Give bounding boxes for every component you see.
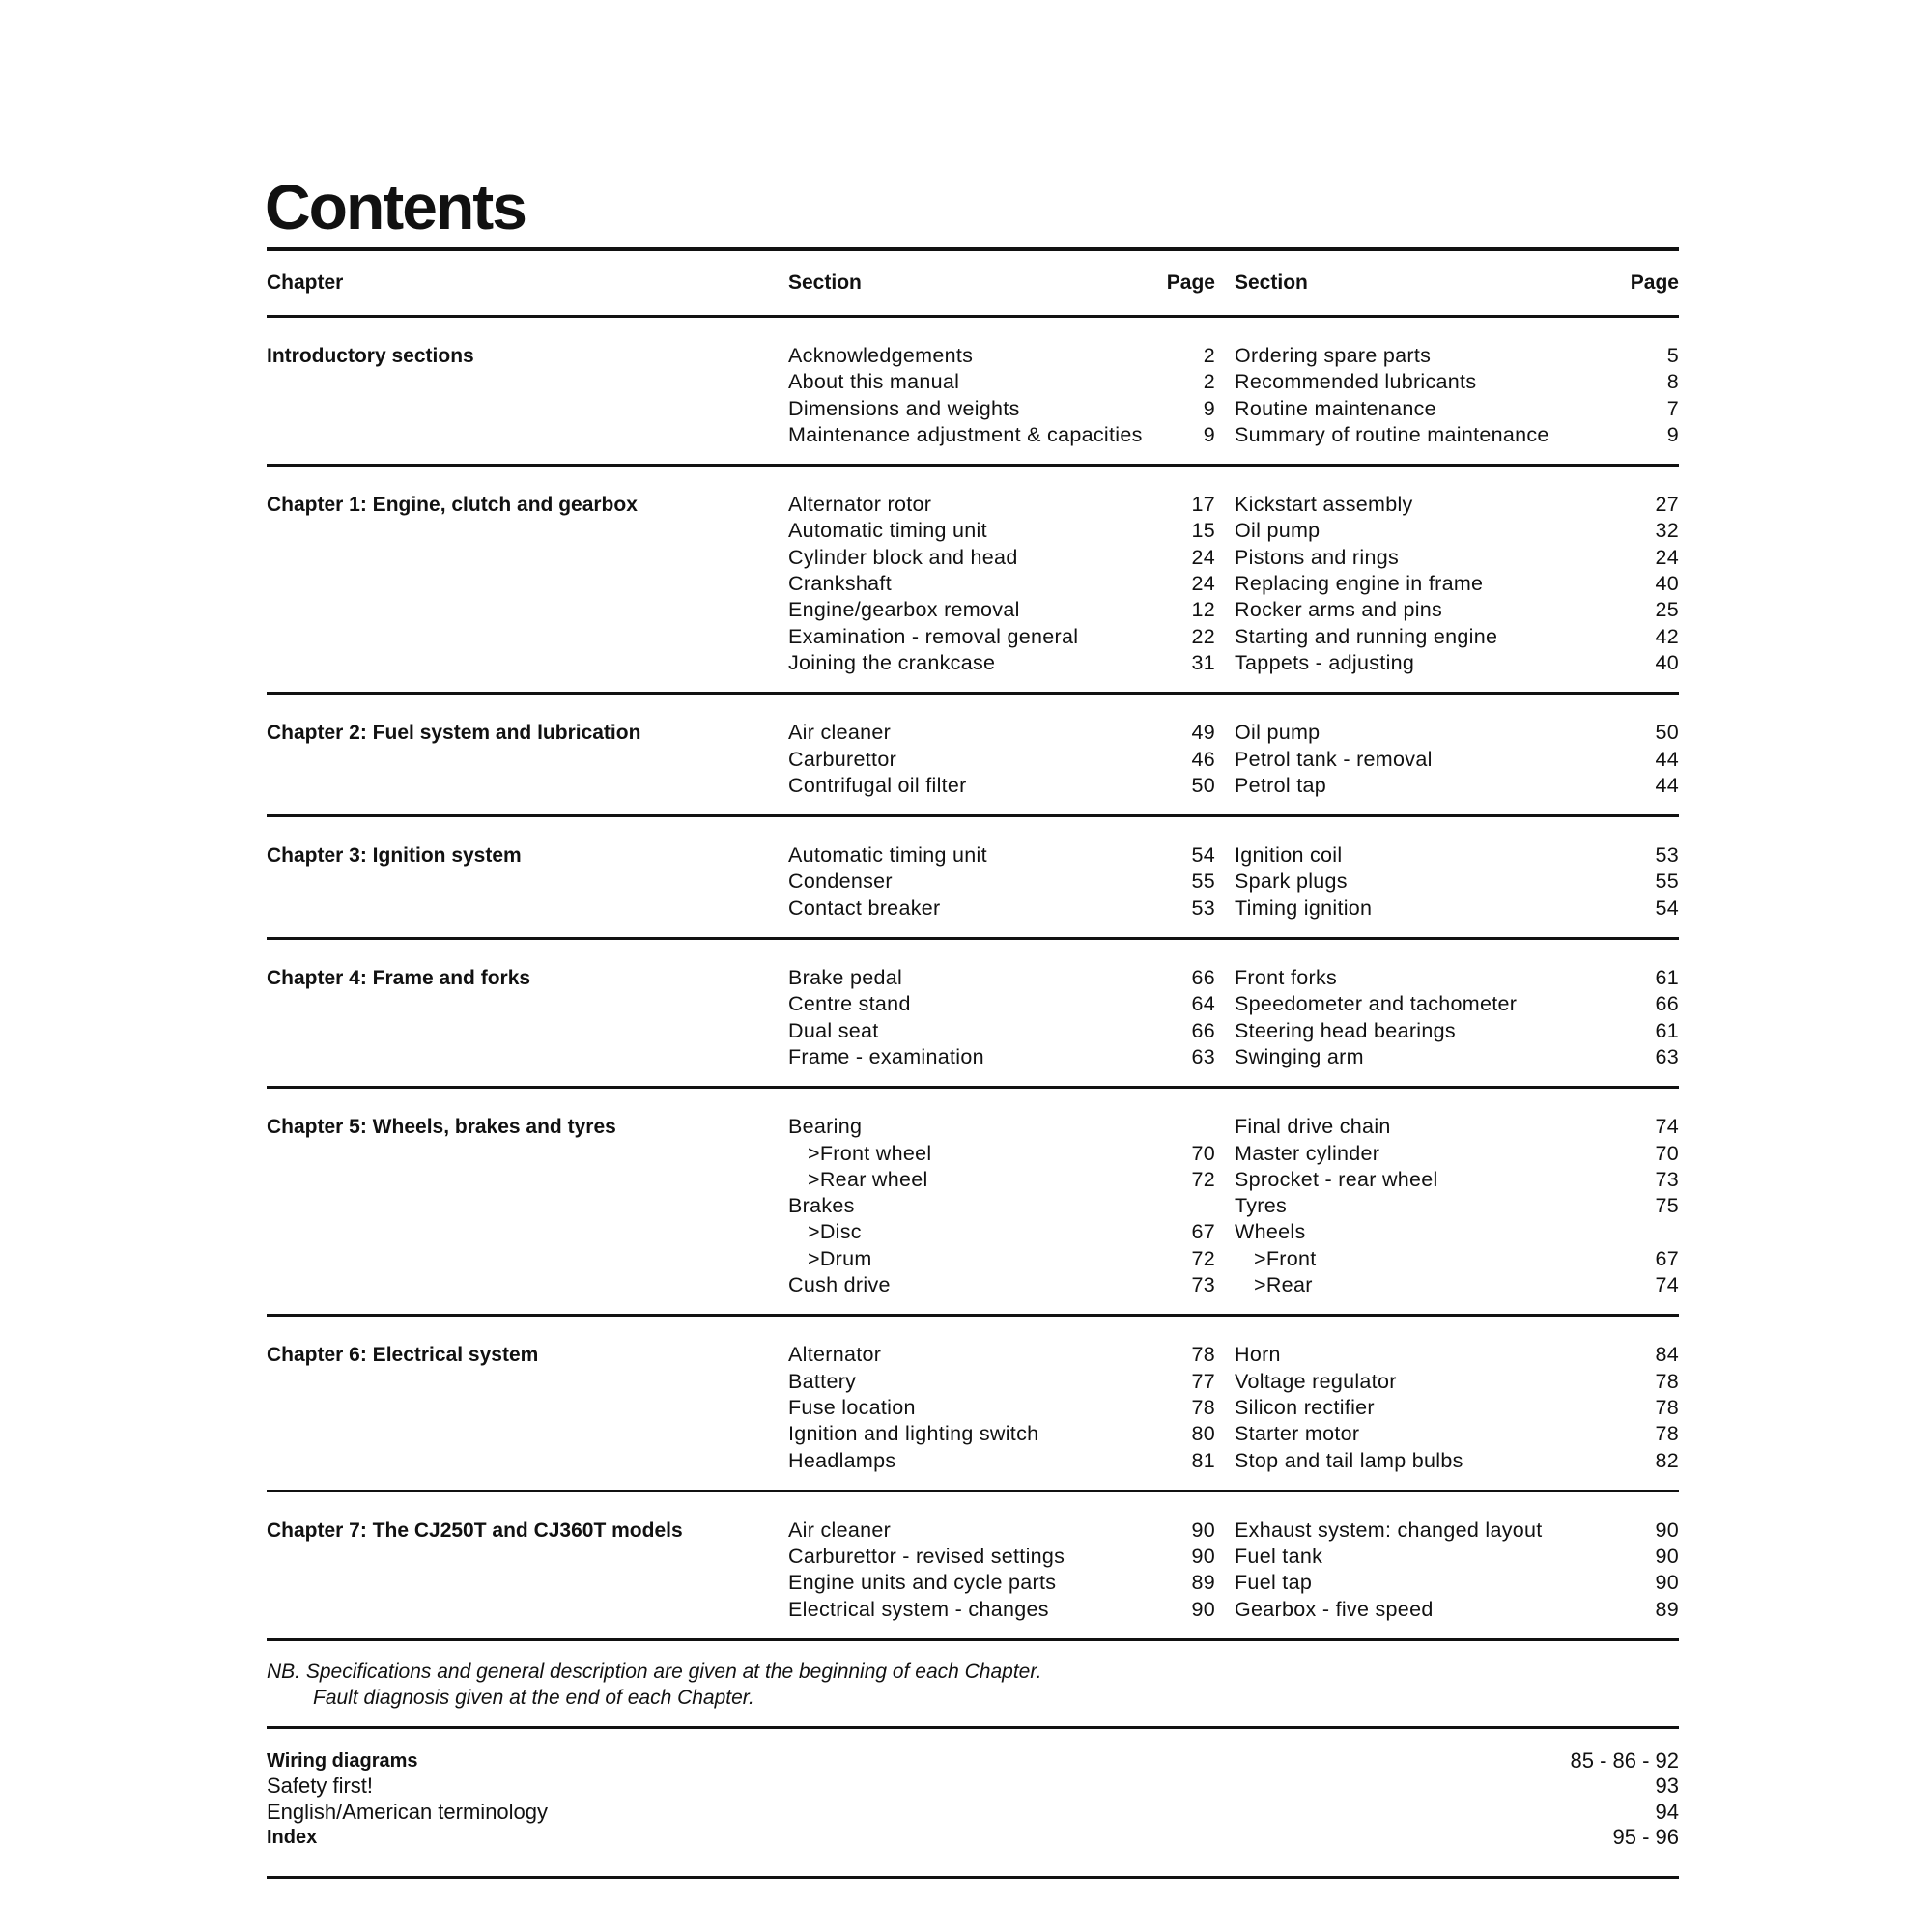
section-link[interactable]: Pistons and rings xyxy=(1235,545,1400,569)
page-number: 67 xyxy=(1191,1220,1215,1244)
page-number: 44 xyxy=(1655,747,1679,771)
column-gap xyxy=(1215,571,1235,597)
section-link[interactable]: Brake pedal xyxy=(788,966,903,990)
section-link[interactable]: Exhaust system: changed layout xyxy=(1235,1518,1543,1542)
table-row xyxy=(788,1342,1679,1368)
page-number: 63 xyxy=(1191,1044,1215,1068)
column-gap xyxy=(1215,396,1235,422)
table-header xyxy=(267,251,1679,318)
appendix-label[interactable]: Safety first! xyxy=(267,1774,374,1799)
appendix-list xyxy=(267,1729,1679,1879)
page-number xyxy=(1165,1114,1215,1140)
section-link[interactable]: Maintenance adjustment & capacities xyxy=(788,422,1143,446)
page-number: 49 xyxy=(1191,721,1215,745)
table-row xyxy=(788,720,1679,746)
chapter-group xyxy=(267,1492,1679,1641)
page-number: 75 xyxy=(1655,1194,1679,1218)
section-list xyxy=(788,720,1679,799)
page-number: 66 xyxy=(1655,992,1679,1016)
table-row xyxy=(788,1193,1679,1219)
table-row xyxy=(788,895,1679,922)
section-list xyxy=(788,965,1679,1070)
column-gap xyxy=(1215,624,1235,650)
section-link[interactable]: Ordering spare parts xyxy=(1235,344,1432,367)
page-number: 24 xyxy=(1191,572,1215,596)
section-link[interactable]: Summary of routine maintenance xyxy=(1235,422,1549,446)
table-row xyxy=(788,1272,1679,1298)
section-link[interactable]: Replacing engine in frame xyxy=(1235,572,1484,596)
page-number: 90 xyxy=(1191,1545,1215,1569)
column-gap xyxy=(1215,369,1235,395)
page-number: 78 xyxy=(1191,1395,1215,1419)
section-link[interactable]: Alternator rotor xyxy=(788,493,932,517)
chapter-title: Chapter 1: Engine, clutch and gearbox xyxy=(267,494,638,517)
section-link[interactable]: Contact breaker xyxy=(788,895,941,920)
section-link[interactable]: Fuel tank xyxy=(1235,1545,1323,1569)
section-link[interactable]: Oil pump xyxy=(1235,519,1321,543)
section-link[interactable]: Oil pump xyxy=(1235,721,1321,745)
page-number: 82 xyxy=(1655,1448,1679,1472)
page-title: Contents xyxy=(265,171,526,242)
table-row xyxy=(788,842,1679,868)
page-number: 15 xyxy=(1191,519,1215,543)
chapter-title: Introductory sections xyxy=(267,345,474,367)
column-gap xyxy=(1215,492,1235,518)
chapter-groups xyxy=(267,318,1679,1641)
section-link[interactable]: Stop and tail lamp bulbs xyxy=(1235,1448,1463,1472)
page-number: 84 xyxy=(1655,1343,1679,1367)
page-number: 50 xyxy=(1655,721,1679,745)
table-row xyxy=(788,1141,1679,1167)
chapter-title: Chapter 7: The CJ250T and CJ360T models xyxy=(267,1519,683,1542)
page-number: 27 xyxy=(1655,493,1679,517)
section-list xyxy=(788,1342,1679,1473)
column-gap xyxy=(1215,1018,1235,1044)
page-number: 72 xyxy=(1191,1167,1215,1191)
page-number: 2 xyxy=(1203,370,1215,394)
table-row xyxy=(788,343,1679,369)
column-gap xyxy=(1215,1369,1235,1395)
page-number: 78 xyxy=(1655,1369,1679,1393)
page-number: 55 xyxy=(1191,869,1215,894)
column-gap xyxy=(1215,1342,1235,1368)
page-number: 46 xyxy=(1191,747,1215,771)
table-row xyxy=(788,1597,1679,1623)
section-link[interactable]: Automatic timing unit xyxy=(788,843,987,867)
table-row xyxy=(788,1518,1679,1544)
section-link[interactable]: Front forks xyxy=(1235,966,1338,990)
section-link[interactable]: Petrol tap xyxy=(1235,773,1327,797)
page-number: 95 - 96 xyxy=(1612,1825,1679,1850)
page-number: 31 xyxy=(1191,650,1215,674)
table-row xyxy=(788,518,1679,544)
page-number: 5 xyxy=(1666,344,1679,367)
table-row xyxy=(788,1369,1679,1395)
column-gap xyxy=(1215,1246,1235,1272)
page-number: 64 xyxy=(1191,992,1215,1016)
section-link[interactable]: Alternator xyxy=(788,1343,882,1367)
page-number: 73 xyxy=(1655,1167,1679,1191)
note-line: NB. Specifications and general description are given at the beginning of each Chapter. xyxy=(267,1660,1042,1683)
section-link[interactable]: Petrol tank - removal xyxy=(1235,747,1433,771)
section-link[interactable]: Horn xyxy=(1235,1343,1281,1367)
section-link[interactable]: Headlamps xyxy=(788,1448,896,1472)
table-row xyxy=(788,396,1679,422)
section-link[interactable]: Engine units and cycle parts xyxy=(788,1571,1057,1595)
page-number: 94 xyxy=(1655,1799,1679,1824)
section-link[interactable]: Cylinder block and head xyxy=(788,545,1018,569)
section-link[interactable]: Battery xyxy=(788,1369,857,1393)
chapter-title: Chapter 6: Electrical system xyxy=(267,1344,539,1367)
section-link[interactable]: Dual seat xyxy=(788,1018,879,1042)
table-row xyxy=(788,650,1679,676)
column-gap xyxy=(1215,991,1235,1017)
page-number: 24 xyxy=(1655,545,1679,569)
section-link[interactable]: Ignition coil xyxy=(1235,843,1343,867)
section-link[interactable]: Tyres xyxy=(1235,1194,1288,1218)
chapter-title: Chapter 2: Fuel system and lubrication xyxy=(267,722,641,745)
column-gap xyxy=(1215,1114,1235,1140)
section-link[interactable]: Timing ignition xyxy=(1235,895,1373,920)
table-row xyxy=(788,1448,1679,1474)
section-link[interactable]: Voltage regulator xyxy=(1235,1369,1397,1393)
section-link[interactable]: Starting and running engine xyxy=(1235,624,1498,648)
page-number: 54 xyxy=(1191,843,1215,867)
page-number: 81 xyxy=(1191,1448,1215,1472)
section-link[interactable]: Bearing xyxy=(788,1115,863,1139)
section-link[interactable]: Silicon rectifier xyxy=(1235,1395,1375,1419)
table-row xyxy=(788,1114,1679,1140)
section-link[interactable]: Engine/gearbox removal xyxy=(788,598,1020,622)
page-number: 80 xyxy=(1191,1422,1215,1446)
table-row xyxy=(788,624,1679,650)
column-gap xyxy=(1215,650,1235,676)
appendix-row xyxy=(267,1825,1679,1851)
page-number: 73 xyxy=(1191,1273,1215,1297)
section-link[interactable]: Fuel tap xyxy=(1235,1571,1313,1595)
page-number: 54 xyxy=(1655,895,1679,920)
page-number: 55 xyxy=(1655,869,1679,894)
page-number: 2 xyxy=(1203,344,1215,367)
page-number: 40 xyxy=(1655,572,1679,596)
table-row xyxy=(788,1167,1679,1193)
table-row xyxy=(788,1219,1679,1245)
chapter-group xyxy=(267,817,1679,940)
table-row xyxy=(788,965,1679,991)
column-gap xyxy=(1215,965,1235,991)
header-page: Page xyxy=(1166,271,1215,294)
note xyxy=(267,1641,1679,1729)
table-row xyxy=(788,369,1679,395)
chapter-group xyxy=(267,1317,1679,1492)
page-number: 78 xyxy=(1191,1343,1215,1367)
table-row xyxy=(788,571,1679,597)
page-number: 89 xyxy=(1655,1597,1679,1621)
page-number: 93 xyxy=(1655,1774,1679,1799)
section-link[interactable]: Sprocket - rear wheel xyxy=(1235,1167,1438,1191)
page-number: 25 xyxy=(1655,598,1679,622)
column-gap xyxy=(1215,1544,1235,1570)
section-link[interactable]: About this manual xyxy=(788,370,960,394)
chapter-title: Chapter 3: Ignition system xyxy=(267,844,522,867)
page-number: 78 xyxy=(1655,1395,1679,1419)
section-list xyxy=(788,492,1679,676)
column-gap xyxy=(1215,343,1235,369)
table-row xyxy=(788,1570,1679,1596)
column-gap xyxy=(1215,1518,1235,1544)
table-row xyxy=(788,1044,1679,1070)
section-link[interactable]: Master cylinder xyxy=(1235,1141,1380,1165)
table-row xyxy=(788,1018,1679,1044)
page-number: 53 xyxy=(1191,895,1215,920)
appendix-row xyxy=(267,1800,1679,1826)
section-link[interactable]: Steering head bearings xyxy=(1235,1018,1456,1042)
page-number: 78 xyxy=(1655,1422,1679,1446)
section-link[interactable]: Acknowledgements xyxy=(788,344,974,367)
table-row xyxy=(788,991,1679,1017)
page-number: 50 xyxy=(1191,773,1215,797)
appendix-label[interactable]: Wiring diagrams xyxy=(267,1749,418,1772)
page-number: 90 xyxy=(1191,1597,1215,1621)
contents-table xyxy=(267,247,1679,1879)
column-gap xyxy=(1215,895,1235,922)
section-link[interactable]: Dimensions and weights xyxy=(788,396,1020,420)
chapter-group xyxy=(267,467,1679,695)
column-gap xyxy=(1215,1167,1235,1193)
column-gap xyxy=(1215,1193,1235,1219)
section-link[interactable]: Brakes xyxy=(788,1194,855,1218)
section-link[interactable]: Crankshaft xyxy=(788,572,892,596)
table-row xyxy=(788,597,1679,623)
page-number xyxy=(1621,1219,1679,1245)
column-gap xyxy=(1215,868,1235,895)
section-link[interactable]: Final drive chain xyxy=(1235,1115,1391,1139)
table-row xyxy=(788,422,1679,448)
header-page-2: Page xyxy=(1630,271,1679,294)
section-link[interactable]: Automatic timing unit xyxy=(788,519,987,543)
page-number: 61 xyxy=(1655,966,1679,990)
page-number: 9 xyxy=(1203,396,1215,420)
section-link[interactable]: Electrical system - changes xyxy=(788,1597,1049,1621)
table-row xyxy=(788,868,1679,895)
chapter-group xyxy=(267,695,1679,817)
section-link[interactable]: >Rear xyxy=(1254,1273,1313,1297)
header-chapter: Chapter xyxy=(267,271,344,294)
section-link[interactable]: Air cleaner xyxy=(788,1518,892,1542)
table-row xyxy=(788,1395,1679,1421)
chapter-title: Chapter 4: Frame and forks xyxy=(267,967,531,990)
section-link[interactable]: Kickstart assembly xyxy=(1235,493,1413,517)
section-list xyxy=(788,343,1679,448)
section-link[interactable]: Spark plugs xyxy=(1235,869,1348,894)
section-link[interactable]: Frame - examination xyxy=(788,1044,984,1068)
page-number: 74 xyxy=(1655,1273,1679,1297)
note-line: Fault diagnosis given at the end of each Chapter. xyxy=(313,1686,754,1709)
column-gap xyxy=(1215,773,1235,799)
column-gap xyxy=(1215,422,1235,448)
appendix-row xyxy=(267,1748,1679,1775)
page-number: 90 xyxy=(1655,1518,1679,1542)
column-gap xyxy=(1215,1448,1235,1474)
chapter-title: Chapter 5: Wheels, brakes and tyres xyxy=(267,1116,616,1139)
page-number: 7 xyxy=(1666,396,1679,420)
column-gap xyxy=(1215,1219,1235,1245)
section-link[interactable]: Centre stand xyxy=(788,992,911,1016)
header-section-2: Section xyxy=(1235,271,1308,294)
table-row xyxy=(788,1246,1679,1272)
page-number: 66 xyxy=(1191,1018,1215,1042)
page-number: 77 xyxy=(1191,1369,1215,1393)
table-row xyxy=(788,1544,1679,1570)
column-gap xyxy=(1215,1141,1235,1167)
section-list xyxy=(788,842,1679,922)
column-gap xyxy=(1215,597,1235,623)
page-number: 32 xyxy=(1655,519,1679,543)
section-link[interactable]: Air cleaner xyxy=(788,721,892,745)
page-number: 90 xyxy=(1655,1545,1679,1569)
page-number: 9 xyxy=(1666,422,1679,446)
page-number: 85 - 86 - 92 xyxy=(1570,1747,1679,1773)
page-number: 42 xyxy=(1655,624,1679,648)
column-gap xyxy=(1215,1421,1235,1447)
section-link[interactable]: >Drum xyxy=(808,1246,872,1270)
table-row xyxy=(788,747,1679,773)
section-link[interactable]: Carburettor - revised settings xyxy=(788,1545,1065,1569)
section-link[interactable]: Fuse location xyxy=(788,1395,916,1419)
section-list xyxy=(788,1518,1679,1623)
column-gap xyxy=(1215,1272,1235,1298)
section-link[interactable]: >Rear wheel xyxy=(808,1167,928,1191)
section-link[interactable]: Examination - removal general xyxy=(788,624,1079,648)
section-link[interactable]: Swinging arm xyxy=(1235,1044,1364,1068)
section-link[interactable]: Tappets - adjusting xyxy=(1235,650,1415,674)
page-number: 63 xyxy=(1655,1044,1679,1068)
column-gap xyxy=(1215,545,1235,571)
column-gap xyxy=(1215,842,1235,868)
appendix-label[interactable]: English/American terminology xyxy=(267,1799,549,1824)
header-section: Section xyxy=(788,271,862,294)
section-link[interactable]: Cush drive xyxy=(788,1273,891,1297)
page-number: 67 xyxy=(1655,1246,1679,1270)
page-number: 72 xyxy=(1191,1246,1215,1270)
column-gap xyxy=(1215,1570,1235,1596)
chapter-group xyxy=(267,940,1679,1089)
page-number: 61 xyxy=(1655,1018,1679,1042)
section-link[interactable]: Rocker arms and pins xyxy=(1235,598,1443,622)
column-gap xyxy=(1215,747,1235,773)
chapter-group xyxy=(267,318,1679,467)
section-link[interactable]: Gearbox - five speed xyxy=(1235,1597,1434,1621)
column-gap xyxy=(1215,720,1235,746)
page-number: 70 xyxy=(1655,1141,1679,1165)
column-gap xyxy=(1215,1044,1235,1070)
section-link[interactable]: Contrifugal oil filter xyxy=(788,773,967,797)
section-link[interactable]: Carburettor xyxy=(788,747,897,771)
table-row xyxy=(788,545,1679,571)
column-gap xyxy=(1215,518,1235,544)
page-number: 66 xyxy=(1191,966,1215,990)
page-number: 53 xyxy=(1655,843,1679,867)
page-number: 40 xyxy=(1655,650,1679,674)
table-row xyxy=(788,773,1679,799)
section-link[interactable]: >Front wheel xyxy=(808,1141,932,1165)
page-number: 12 xyxy=(1191,598,1215,622)
appendix-row xyxy=(267,1774,1679,1800)
page-number: 9 xyxy=(1203,422,1215,446)
section-link[interactable]: Speedometer and tachometer xyxy=(1235,992,1518,1016)
page-number: 70 xyxy=(1191,1141,1215,1165)
section-link[interactable]: Condenser xyxy=(788,869,893,894)
section-link[interactable]: Wheels xyxy=(1235,1220,1306,1244)
section-link[interactable]: >Disc xyxy=(808,1220,862,1244)
column-gap xyxy=(1215,1597,1235,1623)
table-row xyxy=(788,492,1679,518)
page-number: 24 xyxy=(1191,545,1215,569)
page-number: 90 xyxy=(1655,1571,1679,1595)
page-number: 8 xyxy=(1666,370,1679,394)
page-number: 22 xyxy=(1191,624,1215,648)
chapter-group xyxy=(267,1089,1679,1317)
page-number: 17 xyxy=(1191,493,1215,517)
appendix-label[interactable]: Index xyxy=(267,1827,318,1849)
page-number xyxy=(1165,1193,1215,1219)
section-list xyxy=(788,1114,1679,1298)
page-number: 89 xyxy=(1191,1571,1215,1595)
table-row xyxy=(788,1421,1679,1447)
page-number: 44 xyxy=(1655,773,1679,797)
page-number: 90 xyxy=(1191,1518,1215,1542)
section-link[interactable]: Routine maintenance xyxy=(1235,396,1436,420)
section-link[interactable]: Joining the crankcase xyxy=(788,650,996,674)
section-link[interactable]: Starter motor xyxy=(1235,1422,1360,1446)
section-link[interactable]: >Front xyxy=(1254,1246,1317,1270)
section-link[interactable]: Recommended lubricants xyxy=(1235,370,1477,394)
column-gap xyxy=(1215,1395,1235,1421)
page-number: 74 xyxy=(1655,1115,1679,1139)
section-link[interactable]: Ignition and lighting switch xyxy=(788,1422,1039,1446)
